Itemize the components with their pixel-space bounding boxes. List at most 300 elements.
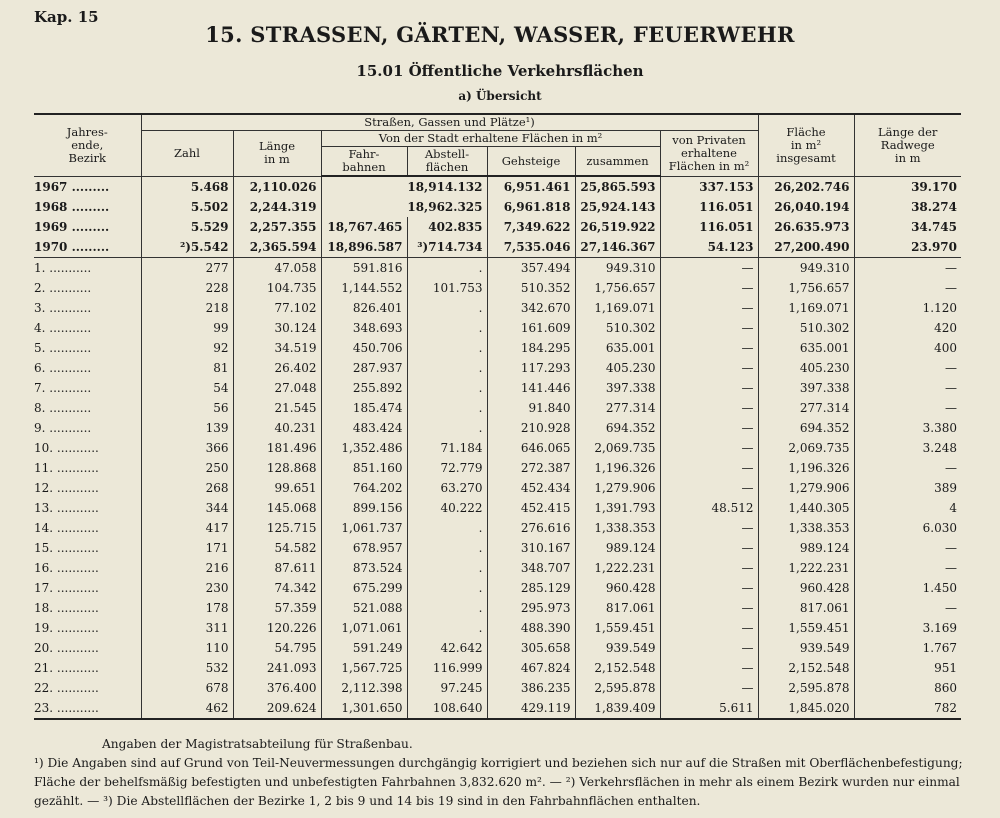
cell-fahr: 678.957 [321,538,407,558]
cell-priv: — [660,338,758,358]
cell-flae: 2,595.878 [758,678,854,698]
table-row [34,418,961,438]
cell-zus: 949.310 [575,258,660,279]
cell-abst: 402.835 [407,217,487,237]
cell-zus: 1,169.071 [575,298,660,318]
cell-zahl: 678 [141,678,233,698]
cell-laenge: 87.611 [233,558,321,578]
cell-rad: 4 [854,498,961,518]
cell-flae: 939.549 [758,638,854,658]
cell-priv: 116.051 [660,197,758,217]
cell-laenge: 34.519 [233,338,321,358]
cell-label: 13. ........... [34,501,99,515]
cell-laenge: 241.093 [233,658,321,678]
cell-laenge: 77.102 [233,298,321,318]
cell-rad: 38.274 [854,197,961,217]
cell-zahl: 99 [141,318,233,338]
cell-abst: 42.642 [407,638,487,658]
cell-label: 9. ........... [34,421,92,435]
cell-laenge: 57.359 [233,598,321,618]
cell-rad: 1.120 [854,298,961,318]
cell-zahl: 110 [141,638,233,658]
table-row [34,618,961,638]
cell-zahl: 218 [141,298,233,318]
cell-priv: — [660,398,758,418]
cell-zahl: 417 [141,518,233,538]
cell-flae: 949.310 [758,258,854,279]
cell-rad: — [854,358,961,378]
cell-geh: 117.293 [487,358,575,378]
cell-geh: 7,349.622 [487,217,575,237]
traffic-areas-table [34,113,961,720]
cell-zus: 277.314 [575,398,660,418]
cell-laenge: 21.545 [233,398,321,418]
cell-zahl: 5.468 [141,176,233,197]
cell-abst: . [407,538,487,558]
cell-priv: — [660,298,758,318]
cell-label: 10. ........... [34,441,99,455]
cell-zahl: 5.529 [141,217,233,237]
cell-zahl: 139 [141,418,233,438]
cell-zus: 1,222.231 [575,558,660,578]
cell-zus: 25,865.593 [575,176,660,197]
cell-priv: — [660,598,758,618]
cell-laenge: 30.124 [233,318,321,338]
cell-zahl: 311 [141,618,233,638]
cell-zus: 1,338.353 [575,518,660,538]
cell-label: 22. ........... [34,681,99,695]
cell-abst: . [407,518,487,538]
header-streets-group: Straßen, Gassen und Plätze¹) [141,114,758,131]
cell-priv: — [660,418,758,438]
cell-laenge: 181.496 [233,438,321,458]
cell-geh: 305.658 [487,638,575,658]
table-row [34,558,961,578]
cell-fahr: 826.401 [321,298,407,318]
cell-zus: 989.124 [575,538,660,558]
cell-geh: 91.840 [487,398,575,418]
cell-rad: 420 [854,318,961,338]
cell-abst: . [407,318,487,338]
cell-priv: — [660,458,758,478]
cell-rad: 3.169 [854,618,961,638]
cell-geh: 488.390 [487,618,575,638]
cell-zus: 1,756.657 [575,278,660,298]
cell-rad: 3.248 [854,438,961,458]
cell-fahr: 1,352.486 [321,438,407,458]
cell-priv: — [660,658,758,678]
cell-abst: . [407,358,487,378]
cell-fahr: 255.892 [321,378,407,398]
cell-geh: 386.235 [487,678,575,698]
cell-laenge: 376.400 [233,678,321,698]
cell-priv: — [660,538,758,558]
cell-flae: 960.428 [758,578,854,598]
cell-fahr: 521.088 [321,598,407,618]
cell-geh: 184.295 [487,338,575,358]
cell-flae: 405.230 [758,358,854,378]
table-row [34,678,961,698]
cell-label: 23. ........... [34,698,141,719]
page-title: 15. STRASSEN, GÄRTEN, WASSER, FEUERWEHR [205,22,795,47]
cell-fahr: 483.424 [321,418,407,438]
cell-rad: — [854,378,961,398]
cell-zus: 26,519.922 [575,217,660,237]
header-length: Länge in m [233,131,321,177]
cell-label: 21. ........... [34,661,99,675]
cell-laenge: 2,257.355 [233,217,321,237]
header-private-areas: von Privaten erhaltene Flächen in m² [660,131,758,177]
cell-label: 16. ........... [34,561,99,575]
table-row [34,176,961,197]
cell-rad: 34.745 [854,217,961,237]
cell-geh: 272.387 [487,458,575,478]
cell-zahl: 277 [141,258,233,279]
cell-label: 12. ........... [34,481,99,495]
cell-priv: 5.611 [660,698,758,719]
cell-flae: 1,338.353 [758,518,854,538]
cell-geh: 161.609 [487,318,575,338]
cell-zus: 2,152.548 [575,658,660,678]
cell-merged: 18,914.132 [321,176,487,197]
cell-flae: 1,196.326 [758,458,854,478]
cell-rad: 3.380 [854,418,961,438]
cell-rad: — [854,278,961,298]
cell-label: 4. ........... [34,321,92,335]
section-title: 15.01 Öffentliche Verkehrsflächen [356,62,644,80]
cell-geh: 452.415 [487,498,575,518]
cell-geh: 429.119 [487,698,575,719]
cell-label: 1967 ......... [34,179,110,194]
cell-label: 18. ........... [34,601,99,615]
cell-abst: 40.222 [407,498,487,518]
cell-zahl: 178 [141,598,233,618]
cell-zahl: 366 [141,438,233,458]
cell-zahl: 54 [141,378,233,398]
cell-label: 15. ........... [34,541,99,555]
table-row [34,398,961,418]
cell-geh: 285.129 [487,578,575,598]
cell-abst: . [407,378,487,398]
cell-zahl: 462 [141,698,233,719]
cell-laenge: 209.624 [233,698,321,719]
cell-zahl: 92 [141,338,233,358]
cell-flae: 277.314 [758,398,854,418]
cell-laenge: 145.068 [233,498,321,518]
cell-zahl: 228 [141,278,233,298]
cell-geh: 141.446 [487,378,575,398]
cell-priv: — [660,678,758,698]
cell-priv: — [660,378,758,398]
cell-geh: 310.167 [487,538,575,558]
cell-fahr: 764.202 [321,478,407,498]
cell-abst: . [407,558,487,578]
cell-zahl: 268 [141,478,233,498]
cell-priv: — [660,438,758,458]
cell-abst: . [407,338,487,358]
cell-label: 17. ........... [34,581,99,595]
cell-abst: 72.779 [407,458,487,478]
cell-fahr: 185.474 [321,398,407,418]
cell-geh: 452.434 [487,478,575,498]
cell-priv: — [660,618,758,638]
cell-flae: 510.302 [758,318,854,338]
cell-priv: — [660,558,758,578]
cell-flae: 26,202.746 [758,176,854,197]
cell-abst: . [407,418,487,438]
cell-zus: 1,839.409 [575,698,660,719]
cell-flae: 1,222.231 [758,558,854,578]
cell-laenge: 54.795 [233,638,321,658]
table-row [34,298,961,318]
cell-rad: 23.970 [854,237,961,258]
cell-flae: 694.352 [758,418,854,438]
cell-label: 19. ........... [34,621,99,635]
cell-zahl: 81 [141,358,233,378]
table-row [34,318,961,338]
table-row [34,438,961,458]
header-year-district: Jahres- ende, Bezirk [34,114,141,176]
cell-zahl: 344 [141,498,233,518]
cell-laenge: 26.402 [233,358,321,378]
table-row [34,197,961,217]
table-row [34,258,961,279]
cell-label: 1969 ......... [34,220,110,234]
cell-priv: — [660,358,758,378]
cell-priv: — [660,638,758,658]
table-row [34,698,961,719]
header-total-area: Fläche in m² insgesamt [758,114,854,176]
cell-geh: 276.616 [487,518,575,538]
cell-fahr: 1,567.725 [321,658,407,678]
cell-zus: 1,279.906 [575,478,660,498]
cell-priv: — [660,278,758,298]
table-row [34,217,961,237]
cell-zus: 635.001 [575,338,660,358]
cell-zus: 2,069.735 [575,438,660,458]
cell-geh: 6,961.818 [487,197,575,217]
cell-fahr: 1,144.552 [321,278,407,298]
cell-abst: . [407,398,487,418]
cell-flae: 1,169.071 [758,298,854,318]
table-row [34,378,961,398]
cell-geh: 7,535.046 [487,237,575,258]
cell-zahl: 230 [141,578,233,598]
table-row [34,578,961,598]
header-count: Zahl [141,131,233,177]
cell-rad: — [854,258,961,279]
cell-zus: 2,595.878 [575,678,660,698]
cell-zahl: 56 [141,398,233,418]
source-note: Angaben der Magistratsabteilung für Straßenbau. [102,737,413,751]
cell-rad: 782 [854,698,961,719]
cell-fahr: 1,061.737 [321,518,407,538]
cell-laenge: 27.048 [233,378,321,398]
cell-label: 20. ........... [34,641,99,655]
subsection-title: a) Übersicht [458,89,542,103]
cell-rad: 400 [854,338,961,358]
cell-abst: 101.753 [407,278,487,298]
cell-rad: 1.767 [854,638,961,658]
cell-laenge: 125.715 [233,518,321,538]
cell-zus: 939.549 [575,638,660,658]
cell-laenge: 2,244.319 [233,197,321,217]
cell-abst: ³)714.734 [407,237,487,258]
cell-fahr: 1,071.061 [321,618,407,638]
cell-label: 2. ........... [34,281,92,295]
cell-flae: 1,279.906 [758,478,854,498]
cell-geh: 210.928 [487,418,575,438]
cell-zahl: 171 [141,538,233,558]
cell-label: 14. ........... [34,521,99,535]
cell-geh: 295.973 [487,598,575,618]
cell-fahr: 18,896.587 [321,237,407,258]
cell-fahr: 591.249 [321,638,407,658]
cell-abst: 71.184 [407,438,487,458]
cell-laenge: 120.226 [233,618,321,638]
header-sidewalks: Gehsteige [487,147,575,177]
cell-label: 3. ........... [34,301,92,315]
cell-zus: 960.428 [575,578,660,598]
cell-rad: 6.030 [854,518,961,538]
table-row [34,338,961,358]
cell-flae: 2,069.735 [758,438,854,458]
cell-laenge: 40.231 [233,418,321,438]
cell-abst: 63.270 [407,478,487,498]
cell-zus: 27,146.367 [575,237,660,258]
cell-rad: — [854,458,961,478]
table-row [34,658,961,678]
cell-flae: 26,040.194 [758,197,854,217]
table-row [34,278,961,298]
cell-rad: 860 [854,678,961,698]
table-row [34,358,961,378]
cell-rad: — [854,538,961,558]
cell-zus: 510.302 [575,318,660,338]
cell-merged: 18,962.325 [321,197,487,217]
table-row [34,498,961,518]
cell-rad: — [854,598,961,618]
cell-flae: 26.635.973 [758,217,854,237]
cell-zus: 817.061 [575,598,660,618]
cell-laenge: 47.058 [233,258,321,279]
cell-geh: 357.494 [487,258,575,279]
cell-flae: 397.338 [758,378,854,398]
cell-abst: . [407,258,487,279]
cell-label: 7. ........... [34,381,92,395]
cell-priv: — [660,478,758,498]
cell-laenge: 2,365.594 [233,237,321,258]
header-subtotal: zusammen [575,147,660,177]
cell-abst: . [407,298,487,318]
cell-fahr: 591.816 [321,258,407,279]
table-row [34,458,961,478]
cell-geh: 467.824 [487,658,575,678]
cell-fahr: 287.937 [321,358,407,378]
cell-fahr: 1,301.650 [321,698,407,719]
cell-laenge: 99.651 [233,478,321,498]
cell-flae: 989.124 [758,538,854,558]
cell-zahl: 216 [141,558,233,578]
cell-priv: 48.512 [660,498,758,518]
cell-geh: 342.670 [487,298,575,318]
cell-geh: 6,951.461 [487,176,575,197]
cell-fahr: 450.706 [321,338,407,358]
cell-zahl: ²)5.542 [141,237,233,258]
cell-zus: 1,196.326 [575,458,660,478]
cell-rad: — [854,398,961,418]
header-roadways: Fahr- bahnen [321,147,407,177]
cell-abst: 97.245 [407,678,487,698]
cell-rad: 1.450 [854,578,961,598]
cell-rad: 951 [854,658,961,678]
cell-flae: 27,200.490 [758,237,854,258]
cell-zahl: 250 [141,458,233,478]
cell-priv: 337.153 [660,176,758,197]
table-row [34,237,961,258]
cell-flae: 1,845.020 [758,698,854,719]
cell-priv: — [660,258,758,279]
cell-laenge: 128.868 [233,458,321,478]
cell-abst: . [407,578,487,598]
cell-zus: 1,559.451 [575,618,660,638]
cell-priv: — [660,318,758,338]
cell-abst: 108.640 [407,698,487,719]
table-row [34,538,961,558]
cell-priv: — [660,518,758,538]
cell-fahr: 675.299 [321,578,407,598]
header-bike-lanes: Länge der Radwege in m [854,114,961,176]
cell-laenge: 74.342 [233,578,321,598]
cell-flae: 2,152.548 [758,658,854,678]
cell-priv: 116.051 [660,217,758,237]
cell-fahr: 18,767.465 [321,217,407,237]
cell-label: 5. ........... [34,341,92,355]
cell-abst: . [407,598,487,618]
cell-laenge: 54.582 [233,538,321,558]
cell-zahl: 532 [141,658,233,678]
table-row [34,598,961,618]
cell-zus: 25,924.143 [575,197,660,217]
cell-fahr: 899.156 [321,498,407,518]
cell-zahl: 5.502 [141,197,233,217]
cell-flae: 817.061 [758,598,854,618]
cell-flae: 1,440.305 [758,498,854,518]
footnote-text: ¹) Die Angaben sind auf Grund von Teil-Neuvermessungen durchgängig korrigiert und beziehen sich nur auf die Straßen mit Oberflächenbefestigung; Fläche der behelfsmäßig befestigten und unbefestigten Fahrbahnen 3,832.620 m². — ²) Verkehrsflächen in mehr als einem Bezirk wurden nur einmal gezählt. — ³) Die Abstellflächen der Bezirke 1, 2 bis 9 und 14 bis 19 sind in den Fahrbahnflächen enthalten. [34,756,963,808]
table-row [34,638,961,658]
cell-zus: 405.230 [575,358,660,378]
cell-fahr: 348.693 [321,318,407,338]
cell-label: 1970 ......... [34,237,141,258]
cell-priv: 54.123 [660,237,758,258]
cell-geh: 348.707 [487,558,575,578]
cell-laenge: 2,110.026 [233,176,321,197]
cell-geh: 510.352 [487,278,575,298]
cell-flae: 1,756.657 [758,278,854,298]
table-row [34,478,961,498]
cell-zus: 397.338 [575,378,660,398]
cell-fahr: 851.160 [321,458,407,478]
chapter-label: Kap. 15 [34,8,99,26]
cell-label: 6. ........... [34,361,92,375]
cell-label: 1968 ......... [34,200,110,214]
cell-fahr: 2,112.398 [321,678,407,698]
cell-flae: 1,559.451 [758,618,854,638]
cell-label: 11. ........... [34,461,99,475]
header-parking-areas: Abstell- flächen [407,147,487,177]
cell-rad: — [854,558,961,578]
cell-zus: 1,391.793 [575,498,660,518]
